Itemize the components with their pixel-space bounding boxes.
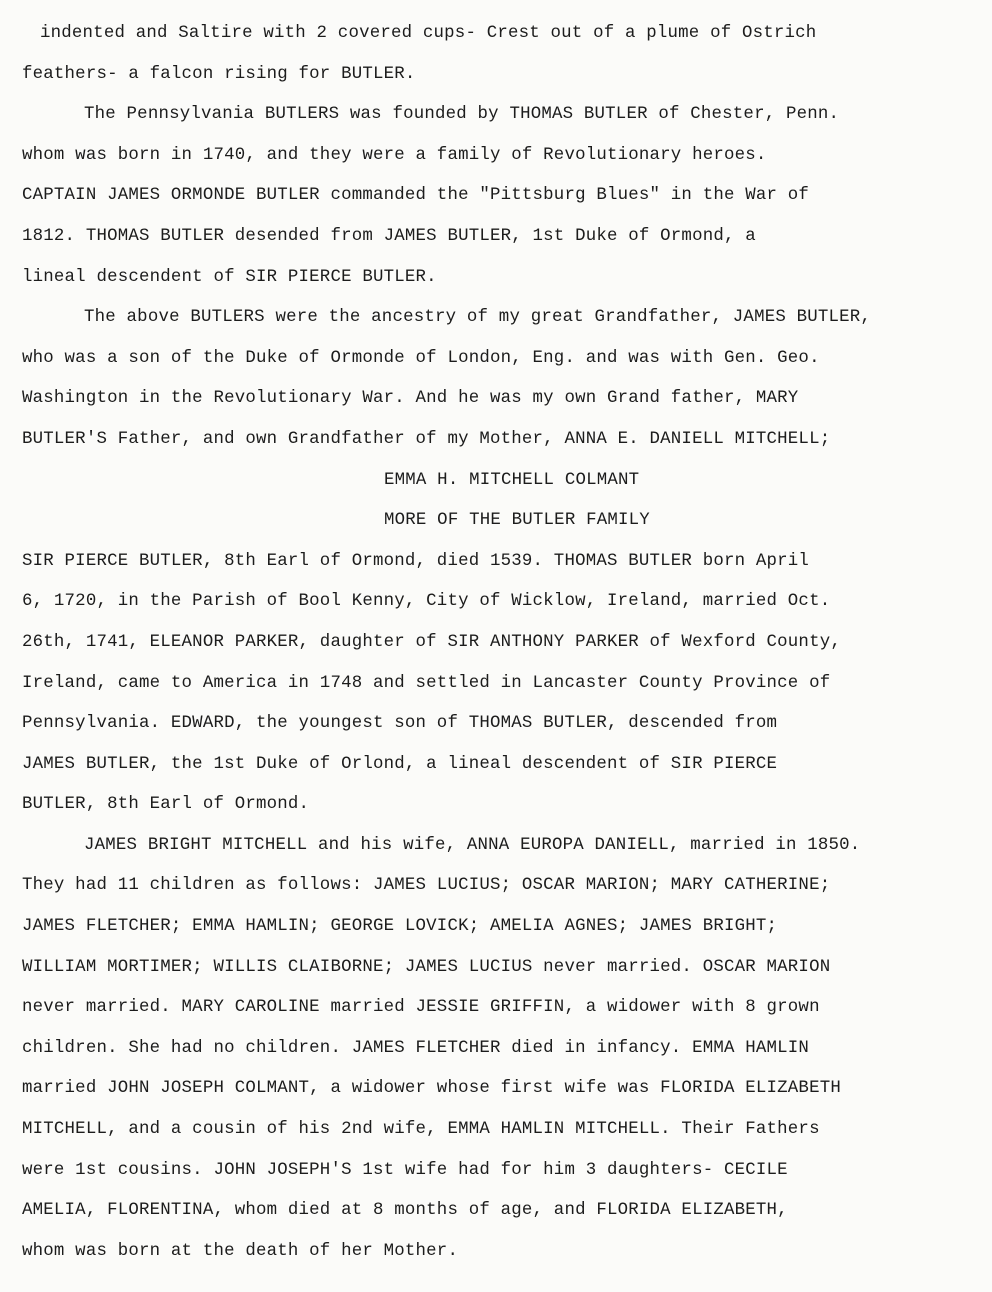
text-line: SIR PIERCE BUTLER, 8th Earl of Ormond, died 1539. THOMAS BUTLER born April [22,551,810,571]
text-line: married JOHN JOSEPH COLMANT, a widower whose first wife was FLORIDA ELIZABETH [22,1079,841,1099]
text-line: BUTLER'S Father, and own Grandfather of my Mother, ANNA E. DANIELL MITCHELL; [22,429,831,449]
text-line: whom was born in 1740, and they were a family of Revolutionary heroes. [22,145,767,165]
text-line: The above BUTLERS were the ancestry of my great Grandfather, JAMES BUTLER, [84,308,872,328]
text-line: whom was born at the death of her Mother. [22,1241,459,1261]
text-line: JAMES BRIGHT MITCHELL and his wife, ANNA EUROPA DANIELL, married in 1850. [84,835,861,855]
text-line: never married. MARY CAROLINE married JESSIE GRIFFIN, a widower with 8 grown [22,998,820,1018]
text-line: lineal descendent of SIR PIERCE BUTLER. [22,267,437,287]
signature: EMMA H. MITCHELL COLMANT [384,470,640,490]
text-line: children. She had no children. JAMES FLETCHER died in infancy. EMMA HAMLIN [22,1038,810,1058]
section-heading: MORE OF THE BUTLER FAMILY [384,511,650,531]
text-line: 6, 1720, in the Parish of Bool Kenny, City of Wicklow, Ireland, married Oct. [22,592,831,612]
text-line: 26th, 1741, ELEANOR PARKER, daughter of SIR ANTHONY PARKER of Wexford County, [22,632,841,652]
text-line: indented and Saltire with 2 covered cups- Crest out of a plume of Ostrich [40,24,817,43]
text-line: who was a son of the Duke of Ormonde of London, Eng. and was with Gen. Geo. [22,348,820,368]
text-line: feathers- a falcon rising for BUTLER. [22,64,416,84]
text-line: They had 11 children as follows: JAMES LUCIUS; OSCAR MARION; MARY CATHERINE; [22,876,831,896]
text-line: JAMES BUTLER, the 1st Duke of Orlond, a lineal descendent of SIR PIERCE [22,754,778,774]
text-line: 1812. THOMAS BUTLER desended from JAMES BUTLER, 1st Duke of Ormond, a [22,226,756,246]
text-line: BUTLER, 8th Earl of Ormond. [22,795,310,815]
text-line: WILLIAM MORTIMER; WILLIS CLAIBORNE; JAMES LUCIUS never married. OSCAR MARION [22,957,831,977]
text-line: MITCHELL, and a cousin of his 2nd wife, EMMA HAMLIN MITCHELL. Their Fathers [22,1120,820,1140]
text-line: AMELIA, FLORENTINA, whom died at 8 months of age, and FLORIDA ELIZABETH, [22,1201,788,1221]
text-line: Washington in the Revolutionary War. And he was my own Grand father, MARY [22,389,799,409]
text-line: Ireland, came to America in 1748 and settled in Lancaster County Province of [22,673,831,693]
text-line: were 1st cousins. JOHN JOSEPH'S 1st wife had for him 3 daughters- CECILE [22,1160,788,1180]
text-line: JAMES FLETCHER; EMMA HAMLIN; GEORGE LOVICK; AMELIA AGNES; JAMES BRIGHT; [22,917,778,937]
text-line: Pennsylvania. EDWARD, the youngest son of THOMAS BUTLER, descended from [22,714,778,734]
text-line: The Pennsylvania BUTLERS was founded by THOMAS BUTLER of Chester, Penn. [84,105,840,125]
text-line: CAPTAIN JAMES ORMONDE BUTLER commanded the "Pittsburg Blues" in the War of [22,186,810,206]
